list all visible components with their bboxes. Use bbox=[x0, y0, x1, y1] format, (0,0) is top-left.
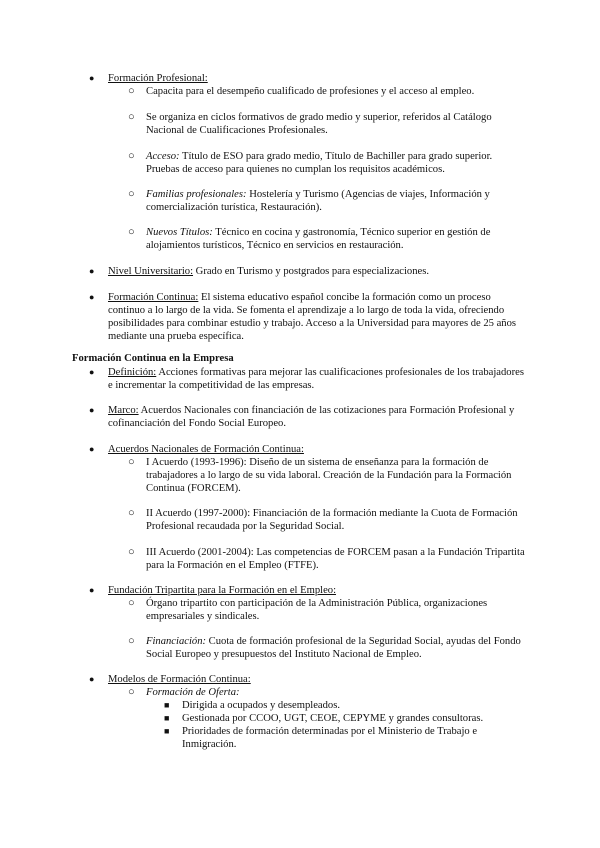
item-text: Cuota de formación profesional de la Seguridad Social, ayudas del Fondo Social Europeo y presupuestos del Instituto Nacional de Empleo. bbox=[146, 636, 521, 660]
bullet-icon: ● bbox=[89, 292, 95, 302]
bullet-icon: ● bbox=[89, 405, 95, 415]
sub-sub-item bbox=[164, 699, 522, 712]
term-label: Nivel Universitario: bbox=[108, 266, 194, 277]
term-label: Formación de Oferta: bbox=[146, 687, 240, 698]
square-icon: ■ bbox=[164, 700, 170, 710]
term-label: Acuerdos Nacionales de Formación Continua: bbox=[108, 444, 304, 455]
sub-item-financiacion bbox=[128, 635, 526, 661]
circle-icon: ○ bbox=[128, 546, 135, 558]
term-label: Formación Profesional: bbox=[108, 73, 208, 84]
bullet-icon: ● bbox=[89, 266, 95, 276]
term-label: Fundación Tripartita para la Formación en el Empleo: bbox=[108, 585, 337, 596]
circle-icon: ○ bbox=[128, 597, 135, 609]
item-text: I Acuerdo (1993-1996): Diseño de un sistema de enseñanza para la formación de trabajadores a lo largo de su vida laboral. Creación de la Fundación para la Formación Continua (FORCEM). bbox=[146, 457, 512, 494]
list-item-marco bbox=[89, 404, 528, 430]
term-label: Definición: bbox=[108, 367, 157, 378]
item-text: Órgano tripartito con participación de la Administración Pública, organizaciones empresariales y sindicales. bbox=[146, 598, 488, 622]
sub-item bbox=[128, 111, 526, 137]
sub-sub-item bbox=[164, 712, 522, 725]
section-heading: Formación Continua en la Empresa bbox=[72, 353, 234, 364]
bullet-icon: ● bbox=[89, 367, 95, 377]
circle-icon: ○ bbox=[128, 150, 135, 162]
item-text: Grado en Turismo y postgrados para especializaciones. bbox=[193, 266, 429, 277]
list-item-nivel-universitario bbox=[89, 265, 528, 278]
circle-icon: ○ bbox=[128, 226, 135, 238]
item-text: Gestionada por CCOO, UGT, CEOE, CEPYME y grandes consultoras. bbox=[182, 713, 484, 724]
term-label: Acceso: bbox=[146, 151, 180, 162]
term-label: Formación Continua: bbox=[108, 292, 199, 303]
list-item-formacion-profesional bbox=[89, 72, 528, 85]
sub-sub-item bbox=[164, 725, 522, 751]
list-item-formacion-continua bbox=[89, 291, 528, 343]
bullet-icon: ● bbox=[89, 585, 95, 595]
item-text: Se organiza en ciclos formativos de grado medio y superior, referidos al Catálogo Nacional de Cualificaciones Profesionales. bbox=[146, 112, 492, 136]
circle-icon: ○ bbox=[128, 85, 135, 97]
square-icon: ■ bbox=[164, 713, 170, 723]
item-text: Dirigida a ocupados y desempleados. bbox=[182, 700, 340, 711]
sub-item-acceso bbox=[128, 150, 526, 176]
list-item-definicion bbox=[89, 366, 528, 392]
term-label: Modelos de Formación Continua: bbox=[108, 674, 251, 685]
bullet-icon: ● bbox=[89, 674, 95, 684]
circle-icon: ○ bbox=[128, 686, 135, 698]
item-text: II Acuerdo (1997-2000): Financiación de la formación mediante la Cuota de Formación Profesional recaudada por la Seguridad Social. bbox=[146, 508, 518, 532]
sub-item-organo bbox=[128, 597, 526, 623]
sub-item-nuevos-titulos bbox=[128, 226, 526, 252]
list-item-acuerdos bbox=[89, 443, 528, 456]
bullet-icon: ● bbox=[89, 444, 95, 454]
list-item-modelos bbox=[89, 673, 528, 686]
circle-icon: ○ bbox=[128, 188, 135, 200]
sub-item bbox=[128, 85, 526, 98]
item-text: Capacita para el desempeño cualificado de profesiones y el acceso al empleo. bbox=[146, 86, 475, 97]
circle-icon: ○ bbox=[128, 635, 135, 647]
term-label: Financiación: bbox=[146, 636, 207, 647]
item-text: Acuerdos Nacionales con financiación de las cotizaciones para Formación Profesional y cofinanciación del Fondo Social Europeo. bbox=[108, 405, 515, 429]
sub-item-acuerdo-2 bbox=[128, 507, 526, 533]
item-text: Técnico en cocina y gastronomía, Técnico superior en gestión de alojamientos turísticos, Técnico en servicios en restauración. bbox=[146, 227, 491, 251]
term-label: Nuevos Títulos: bbox=[146, 227, 213, 238]
item-text: Prioridades de formación determinadas por el Ministerio de Trabajo e Inmigración. bbox=[182, 726, 478, 750]
bullet-icon: ● bbox=[89, 73, 95, 83]
item-text: Título de ESO para grado medio, Título de Bachiller para grado superior. Pruebas de acceso para quienes no cumplan los requisitos académicos. bbox=[146, 151, 493, 175]
term-label: Marco: bbox=[108, 405, 139, 416]
circle-icon: ○ bbox=[128, 507, 135, 519]
item-text: III Acuerdo (2001-2004): Las competencias de FORCEM pasan a la Fundación Tripartita para la Formación en el Empleo (FTFE). bbox=[146, 547, 525, 571]
sub-item-oferta bbox=[128, 686, 526, 699]
circle-icon: ○ bbox=[128, 456, 135, 468]
item-text: El sistema educativo español concibe la formación como un proceso continuo a lo largo de la vida. Se fomenta el aprendizaje a lo largo de toda la vida, ofreciendo posibilidades para combinar estudio y trabajo. Acceso a la Universidad para mayores de 25 años mediante una prueba específica. bbox=[108, 292, 517, 342]
sub-item-acuerdo-3 bbox=[128, 546, 526, 572]
term-label: Familias profesionales: bbox=[146, 189, 247, 200]
list-item-fundacion bbox=[89, 584, 528, 597]
item-text: Acciones formativas para mejorar las cualificaciones profesionales de los trabajadores e incrementar la competitividad de las empresas. bbox=[108, 367, 524, 391]
sub-item-acuerdo-1 bbox=[128, 456, 526, 495]
square-icon: ■ bbox=[164, 726, 170, 736]
item-text: Hostelería y Turismo (Agencias de viajes, Información y comercialización turística, Restauración). bbox=[146, 189, 490, 213]
sub-item-familias bbox=[128, 188, 526, 214]
circle-icon: ○ bbox=[128, 111, 135, 123]
